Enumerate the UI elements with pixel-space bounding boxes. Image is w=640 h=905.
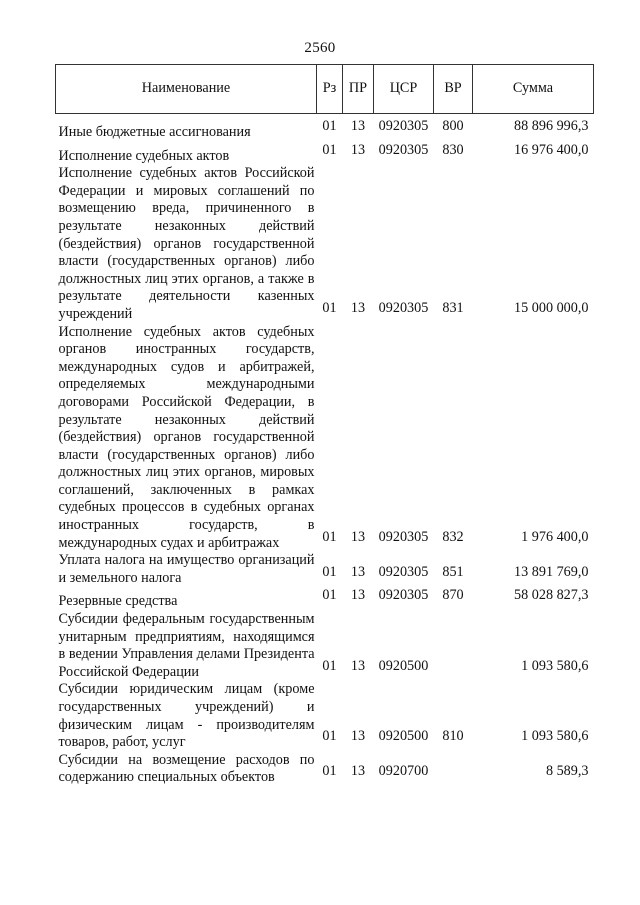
row-sum: 58 028 827,3 xyxy=(514,587,589,604)
column-header-rz: Рз xyxy=(317,65,343,114)
table-body xyxy=(56,114,594,787)
row-pr: 13 xyxy=(350,763,366,780)
table-row xyxy=(56,587,594,611)
table-row xyxy=(56,114,594,142)
row-pr: 13 xyxy=(350,141,366,158)
row-name: Субсидии юридическим лицам (кроме государственных учреждений) и физическим лицам - производителям товаров, работ, услуг xyxy=(58,681,315,751)
row-rz: 01 xyxy=(322,563,337,580)
row-pr: 13 xyxy=(350,587,366,604)
table-row xyxy=(56,324,594,553)
row-vr: 800 xyxy=(442,118,464,134)
row-sum: 1 093 580,6 xyxy=(521,657,589,674)
row-csr: 0920305 xyxy=(378,141,429,158)
row-csr: 0920305 xyxy=(378,299,429,316)
table-row xyxy=(56,165,594,323)
row-vr: 830 xyxy=(442,141,464,158)
row-sum: 1 093 580,6 xyxy=(521,728,589,745)
row-name: Субсидии федеральным государственным унитарным предприятиям, находящимся в ведении Управления делами Президента Российской Федерации xyxy=(58,611,315,680)
row-rz: 01 xyxy=(322,141,337,158)
table-header xyxy=(56,65,594,114)
row-sum: 8 589,3 xyxy=(545,763,589,780)
row-vr: 832 xyxy=(442,528,464,545)
row-csr: 0920700 xyxy=(378,763,429,780)
table-row xyxy=(56,681,594,751)
page-number: 2560 xyxy=(304,40,336,56)
row-sum: 13 891 769,0 xyxy=(514,563,589,580)
row-rz: 01 xyxy=(322,587,337,604)
column-header-sum: Сумма xyxy=(473,65,594,114)
row-vr xyxy=(434,611,473,681)
row-vr: 831 xyxy=(442,299,464,316)
row-vr: 851 xyxy=(442,563,464,580)
row-name: Исполнение судебных актов Российской Федерации и мировых соглашений по возмещению вреда, причиненного в результате незаконных действий (бездействия) органов государственной власти (государственных органов) либо должностных лиц этих органов, а также в результате деятельности казенных учреждений xyxy=(58,165,315,322)
row-csr: 0920305 xyxy=(378,118,429,134)
table-row xyxy=(56,752,594,787)
table-row xyxy=(56,552,594,587)
row-name: Уплата налога на имущество организаций и земельного налога xyxy=(58,552,315,586)
row-name: Исполнение судебных актов судебных органов иностранных государств, международных судов и арбитражей, определяемых международными договорами Российской Федерации, в результате незаконных действий (бездействия) органов государственной власти (государственных органов) либо должностных лиц этих органов, мировых соглашений, заключенных в рамках судебных процессов в судебных органах иностранных государств, в международных судах и арбитражах xyxy=(58,323,315,551)
row-rz: 01 xyxy=(322,657,337,674)
row-pr: 13 xyxy=(350,563,366,580)
row-pr: 13 xyxy=(350,728,366,745)
row-csr: 0920305 xyxy=(378,528,429,545)
column-header-pr: ПР xyxy=(343,65,374,114)
column-header-name: Наименование xyxy=(56,65,317,114)
row-rz: 01 xyxy=(322,528,337,545)
row-vr: 870 xyxy=(442,587,464,604)
row-rz: 01 xyxy=(322,118,337,134)
column-header-csr: ЦСР xyxy=(374,65,434,114)
row-pr: 13 xyxy=(350,299,366,316)
column-header-vr: ВР xyxy=(434,65,473,114)
table-row xyxy=(56,611,594,681)
row-vr xyxy=(434,752,473,787)
row-name: Иные бюджетные ассигнования xyxy=(58,124,251,140)
row-sum: 15 000 000,0 xyxy=(514,299,589,316)
row-name: Субсидии на возмещение расходов по содержанию специальных объектов xyxy=(58,751,315,786)
row-sum: 1 976 400,0 xyxy=(521,528,589,545)
row-rz: 01 xyxy=(322,763,337,780)
row-pr: 13 xyxy=(350,528,366,545)
row-sum: 88 896 996,3 xyxy=(514,118,589,134)
row-pr: 13 xyxy=(350,657,366,674)
row-csr: 0920305 xyxy=(378,587,429,604)
row-csr: 0920500 xyxy=(378,657,429,674)
row-pr: 13 xyxy=(350,118,366,134)
row-rz: 01 xyxy=(322,728,337,745)
row-csr: 0920305 xyxy=(378,563,429,580)
row-name: Исполнение судебных актов xyxy=(58,147,230,164)
budget-table xyxy=(55,64,594,787)
row-vr: 810 xyxy=(442,728,464,745)
row-rz: 01 xyxy=(322,299,337,316)
table-row xyxy=(56,142,594,166)
row-name: Резервные средства xyxy=(58,593,178,610)
row-sum: 16 976 400,0 xyxy=(514,141,589,158)
row-csr: 0920500 xyxy=(378,728,429,745)
